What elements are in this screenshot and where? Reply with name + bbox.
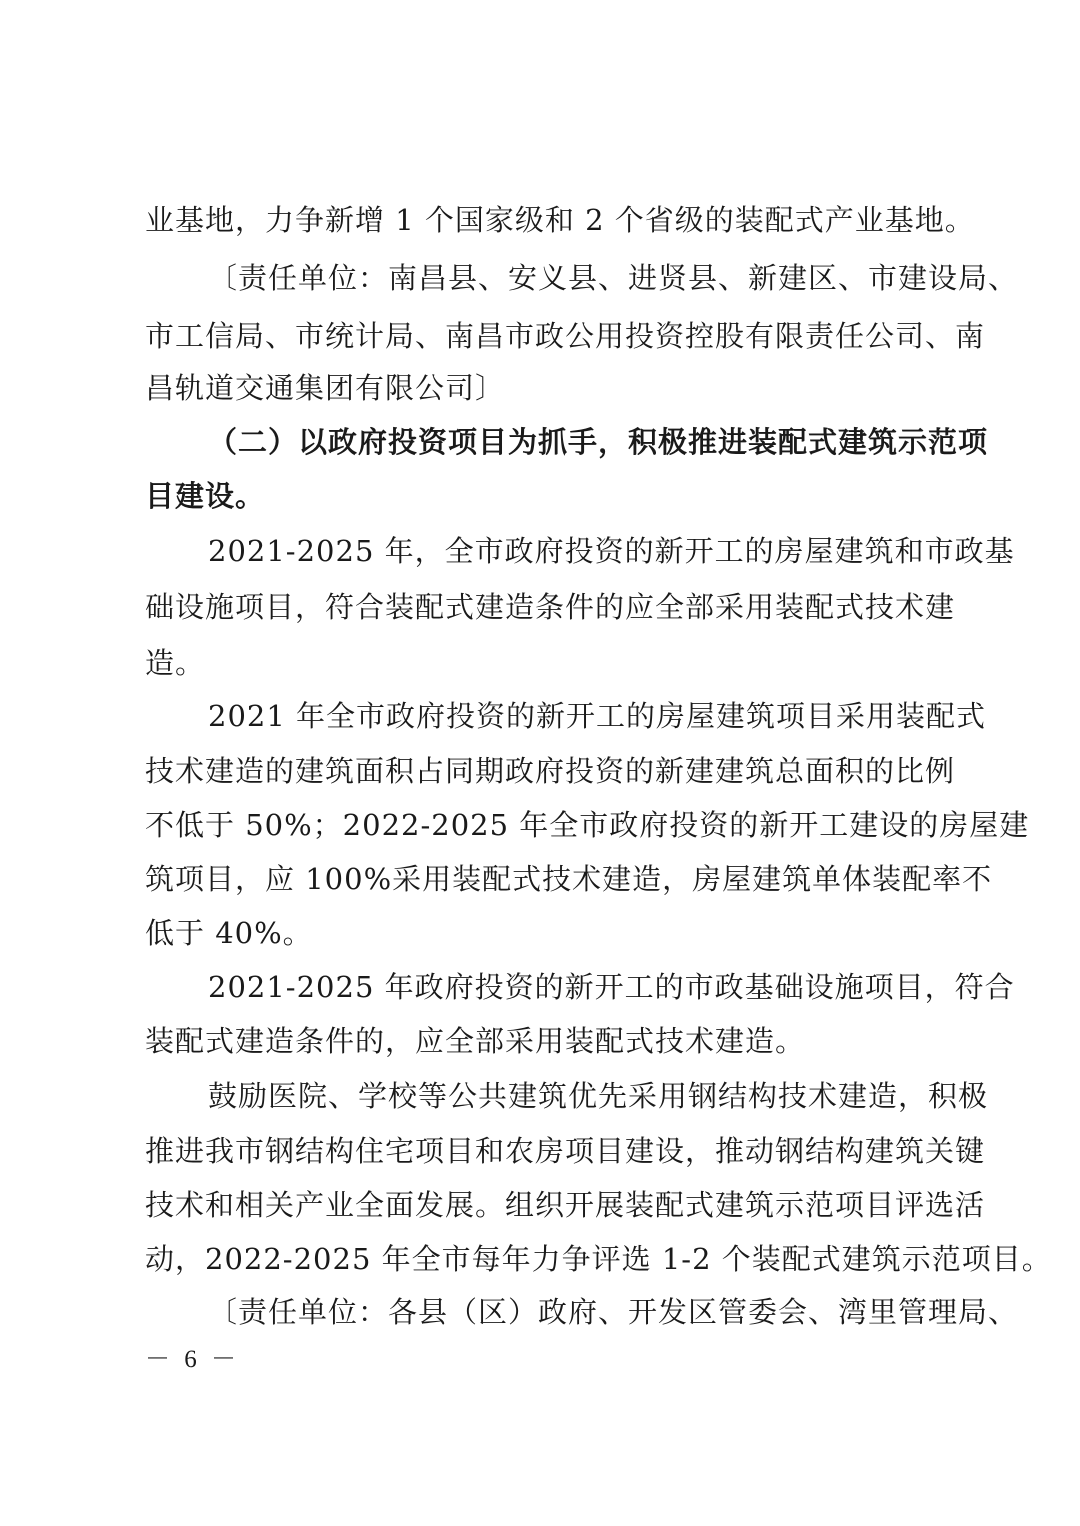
paragraph-line: 鼓励医院、学校等公共建筑优先采用钢结构技术建造，积极 bbox=[208, 1079, 989, 1113]
paragraph-line: 2021 年全市政府投资的新开工的房屋建筑项目采用装配式 bbox=[208, 699, 987, 733]
paragraph-line: 技术建造的建筑面积占同期政府投资的新建建筑总面积的比例 bbox=[145, 754, 956, 788]
paragraph-line: 装配式建造条件的，应全部采用装配式技术建造。 bbox=[145, 1024, 806, 1058]
section-heading-line: （二）以政府投资项目为抓手，积极推进装配式建筑示范项 bbox=[208, 425, 989, 459]
paragraph-line: 〔责任单位：各县（区）政府、开发区管委会、湾里管理局、 bbox=[208, 1295, 1019, 1329]
paragraph-line: 业基地，力争新增 1 个国家级和 2 个省级的装配式产业基地。 bbox=[145, 203, 975, 237]
paragraph-line: 市工信局、市统计局、南昌市政公用投资控股有限责任公司、南 bbox=[145, 319, 986, 353]
paragraph-line: 筑项目，应 100%采用装配式技术建造，房屋建筑单体装配率不 bbox=[145, 862, 993, 896]
paragraph-line: 造。 bbox=[145, 646, 206, 680]
section-heading-line: 目建设。 bbox=[145, 479, 266, 513]
paragraph-line: 低于 40%。 bbox=[145, 916, 313, 950]
paragraph-line: 2021-2025 年政府投资的新开工的市政基础设施项目，符合 bbox=[208, 970, 1015, 1004]
paragraph-line: 础设施项目，符合装配式建造条件的应全部采用装配式技术建 bbox=[145, 590, 956, 624]
page-number: － 6 － bbox=[145, 1346, 241, 1373]
paragraph-line: 不低于 50%；2022-2025 年全市政府投资的新开工建设的房屋建 bbox=[145, 808, 1030, 842]
paragraph-line: 技术和相关产业全面发展。组织开展装配式建筑示范项目评选活 bbox=[145, 1188, 986, 1222]
paragraph-line: 2021-2025 年，全市政府投资的新开工的房屋建筑和市政基 bbox=[208, 534, 1015, 568]
paragraph-line: 〔责任单位：南昌县、安义县、进贤县、新建区、市建设局、 bbox=[208, 261, 1019, 295]
paragraph-line: 推进我市钢结构住宅项目和农房项目建设，推动钢结构建筑关键 bbox=[145, 1134, 986, 1168]
paragraph-line: 昌轨道交通集团有限公司〕 bbox=[145, 371, 506, 405]
paragraph-line: 动，2022-2025 年全市每年力争评选 1-2 个装配式建筑示范项目。 bbox=[145, 1242, 1052, 1276]
